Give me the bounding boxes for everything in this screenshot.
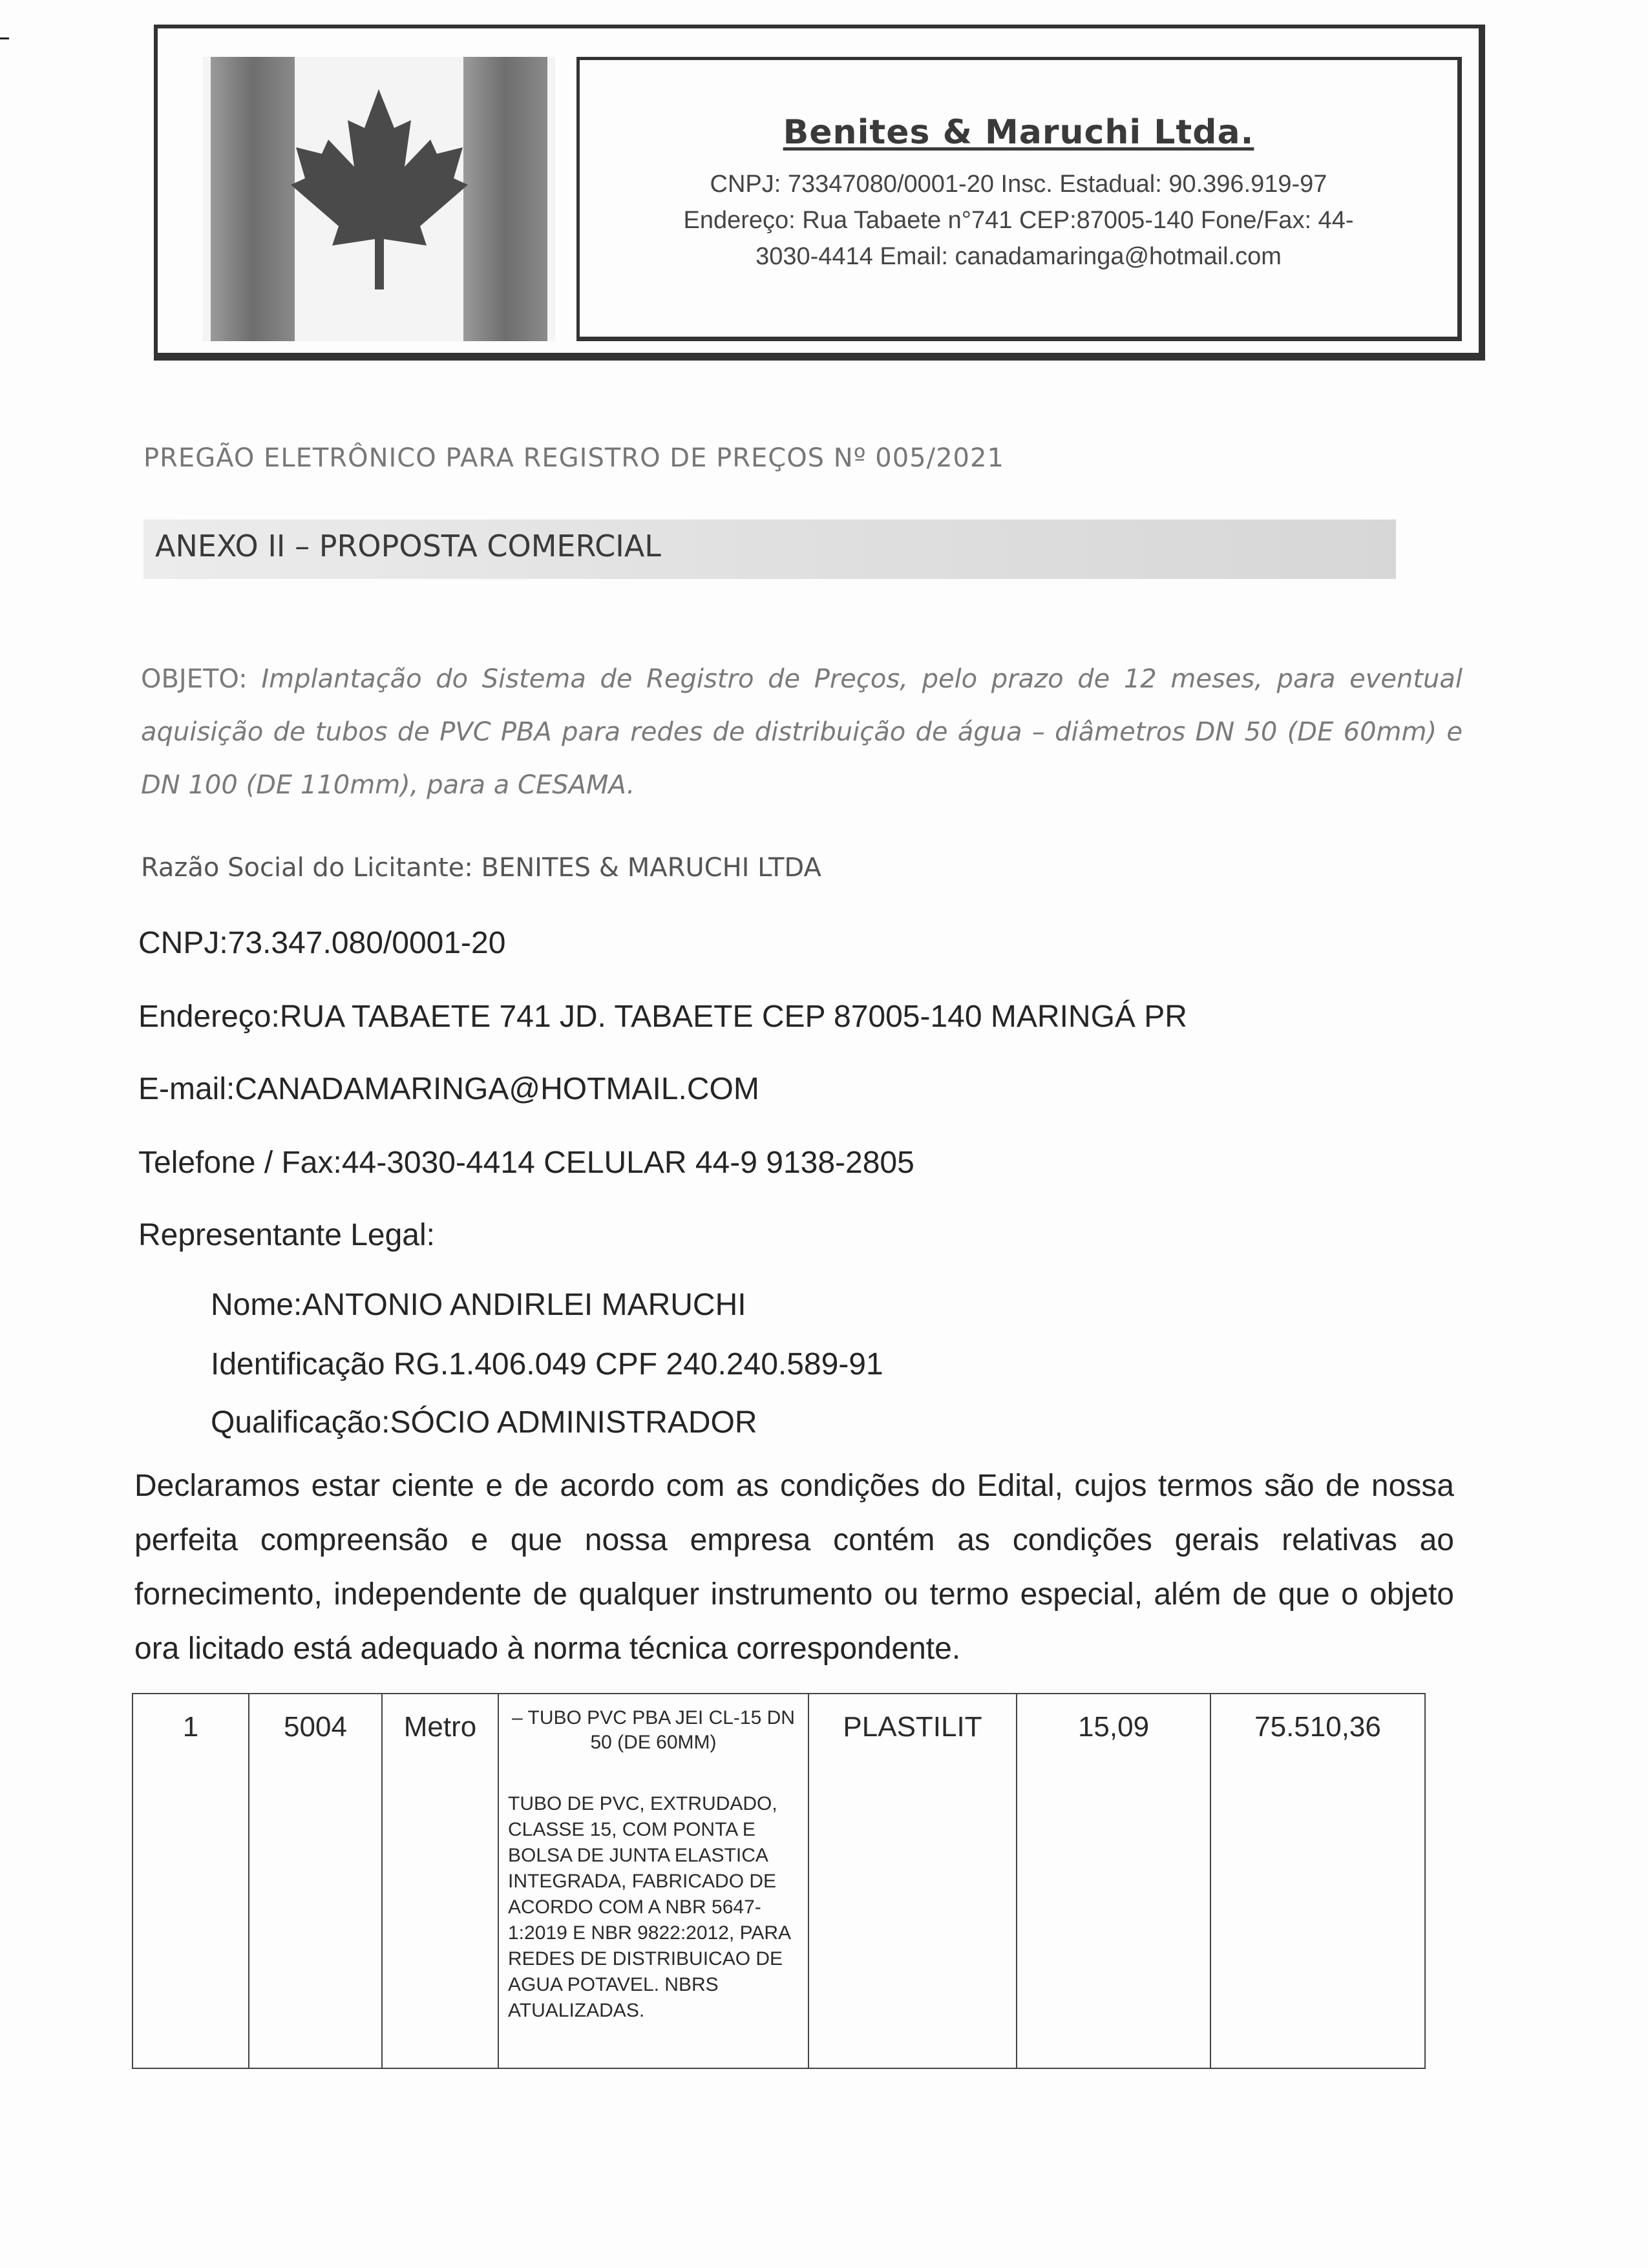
item-description-title: – TUBO PVC PBA JEI CL-15 DN 50 (DE 60MM) <box>512 1707 795 1753</box>
endereco-field: Endereço:RUA TABAETE 741 JD. TABAETE CEP 87005-140 MARINGÁ PR <box>138 1000 1187 1034</box>
item-description <box>498 1694 808 2068</box>
flag-left-band <box>211 57 295 341</box>
item-code: 5004 <box>249 1694 382 2068</box>
qualificacao-field: Qualificação:SÓCIO ADMINISTRADOR <box>211 1405 757 1440</box>
company-info-box <box>576 57 1462 341</box>
canada-flag-graphic <box>203 57 555 341</box>
items-table <box>132 1693 1426 2069</box>
item-unit: Metro <box>382 1694 498 2068</box>
objeto-text: Implantação do Sistema de Registro de Preços, pelo prazo de 12 meses, para eventual aquisição de tubos de PVC PBA para redes de distribuição de água – diâmetros DN 50 (DE 60mm) e DN 100 (DE 110mm), para a CESAMA. <box>141 664 1463 800</box>
declaracao-paragraph: Declaramos estar ciente e de acordo com as condições do Edital, cujos termos são de nossa perfeita compreensão e que nossa empresa contém as condições gerais relativas ao fornecimento, independente de qualquer instrumento ou termo especial, além de que o objeto ora licitado está adequado à norma técnica correspondente. <box>134 1469 1454 1666</box>
razao-social: Razão Social do Licitante: BENITES & MARUCHI LTDA <box>141 853 821 883</box>
item-unit-price: 15,09 <box>1017 1694 1210 2068</box>
canada-flag-icon <box>203 57 555 341</box>
company-cnpj-line: CNPJ: 73347080/0001-20 Insc. Estadual: 90.396.919-97 <box>710 171 1327 198</box>
item-number: 1 <box>132 1694 249 2068</box>
telefone-field: Telefone / Fax:44-3030-4414 CELULAR 44-9 9138-2805 <box>138 1146 914 1180</box>
nome-field: Nome:ANTONIO ANDIRLEI MARUCHI <box>211 1288 746 1322</box>
objeto-paragraph <box>141 653 1463 812</box>
representante-label: Representante Legal: <box>138 1218 435 1252</box>
email-field: E-mail:CANADAMARINGA@HOTMAIL.COM <box>138 1072 759 1106</box>
anexo-title: ANEXO II – PROPOSTA COMERCIAL <box>155 529 661 563</box>
item-description-text: TUBO DE PVC, EXTRUDADO, CLASSE 15, COM PONTA E BOLSA DE JUNTA ELASTICA INTEGRADA, FABRICADO DE ACORDO COM A NBR 5647-1:2019 E NBR 9822:2012, PARA REDES DE DISTRIBUICAO DE AGUA POTAVEL. NBRS ATUALIZADAS. <box>508 1793 790 2021</box>
cnpj-field: CNPJ:73.347.080/0001-20 <box>138 926 506 960</box>
company-contact-line: 3030-4414 Email: canadamaringa@hotmail.com <box>755 243 1282 270</box>
flag-right-band <box>463 57 547 341</box>
company-name: Benites & Maruchi Ltda. <box>783 113 1254 152</box>
table-row <box>132 1694 1425 2068</box>
letterhead <box>154 25 1485 361</box>
item-total-price: 75.510,36 <box>1210 1694 1425 2068</box>
company-address-line: Endereço: Rua Tabaete n°741 CEP:87005-140 Fone/Fax: 44- <box>683 207 1354 234</box>
scan-edge-mark <box>0 37 9 39</box>
objeto-label: OBJETO: <box>141 664 248 694</box>
pregao-heading: PREGÃO ELETRÔNICO PARA REGISTRO DE PREÇOS Nº 005/2021 <box>143 443 1004 473</box>
item-brand: PLASTILIT <box>808 1694 1017 2068</box>
identificacao-field: Identificação RG.1.406.049 CPF 240.240.589-91 <box>211 1347 883 1381</box>
